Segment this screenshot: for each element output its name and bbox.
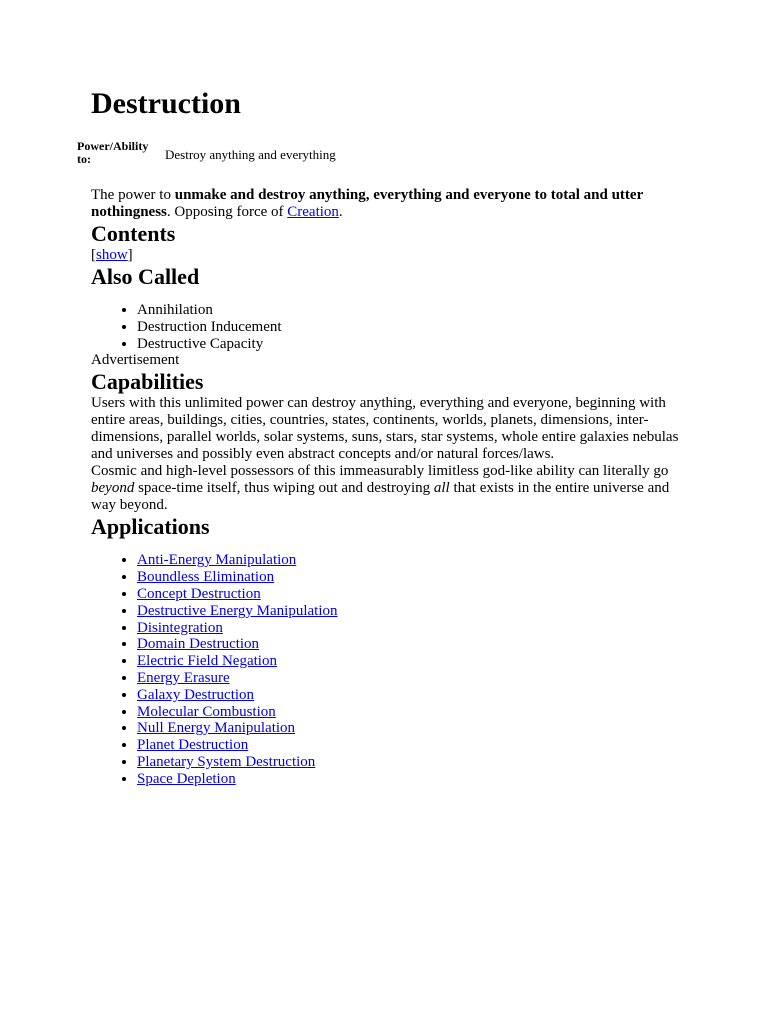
list-item: [137, 670, 691, 687]
applications-heading: Applications: [91, 514, 210, 540]
application-link[interactable]: Disintegration: [137, 619, 223, 636]
list-item: [137, 771, 691, 788]
application-link[interactable]: Domain Destruction: [137, 636, 260, 653]
application-link[interactable]: Energy Erasure: [137, 669, 230, 686]
contents-toggle-row: [91, 247, 691, 264]
intro-bold: unmake and destroy anything, everything and everyone to total and utter nothingness: [91, 187, 643, 220]
infobox-label: Power/Ability to:: [77, 139, 149, 166]
list-item: [137, 720, 691, 737]
intro-prefix: The power to: [91, 187, 175, 203]
intro-suffix: .: [338, 204, 343, 220]
application-link[interactable]: Molecular Combustion: [137, 703, 276, 720]
application-link[interactable]: Destructive Energy Manipulation: [137, 602, 338, 619]
list-item: [137, 586, 691, 603]
page-title: Destruction: [91, 87, 241, 120]
capabilities-heading: Capabilities: [91, 369, 204, 395]
intro-paragraph: [91, 187, 691, 221]
open-bracket: [: [91, 247, 96, 263]
list-item: [137, 569, 691, 586]
infobox-value: Destroy anything and everything: [165, 147, 336, 162]
capabilities-paragraph-1: Users with this unlimited power can destroy anything, everything and everyone, beginning with entire areas, buildings, cities, countries, states, continents, worlds, planets, dimensions, inter-dimensions, parallel worlds, solar systems, suns, stars, star systems, whole entire galaxies nebulas and universes and possibly even abstract concepts and/or natural forces/laws.: [91, 395, 679, 463]
show-contents-link[interactable]: show: [96, 247, 128, 263]
close-bracket: ]: [127, 247, 133, 263]
list-item: [137, 552, 691, 569]
list-item: [137, 620, 691, 637]
list-item: • Annihilation: [137, 302, 691, 319]
list-item: • Destructive Capacity: [137, 336, 691, 353]
list-item: • Destruction Inducement: [137, 319, 691, 336]
application-link[interactable]: Concept Destruction: [137, 585, 261, 602]
contents-heading: Contents: [91, 221, 176, 246]
list-item: [137, 704, 691, 721]
infobox: [77, 140, 336, 166]
list-item: [137, 603, 691, 620]
also-called-list: [91, 302, 691, 352]
para2-em1: beyond: [91, 480, 135, 497]
intro-middle: . Opposing force of: [166, 204, 288, 220]
application-link[interactable]: Electric Field Negation: [137, 653, 277, 670]
capabilities-paragraph-2: [91, 463, 691, 514]
application-link[interactable]: Planet Destruction: [137, 737, 249, 754]
creation-link[interactable]: Creation: [287, 204, 339, 220]
para2-part3: that exists in the entire universe and way beyond.: [91, 480, 670, 514]
applications-list: [91, 552, 691, 787]
application-link[interactable]: Space Depletion: [137, 770, 236, 787]
application-link[interactable]: Planetary System Destruction: [137, 753, 316, 770]
list-item: [137, 653, 691, 670]
list-item: [137, 754, 691, 771]
also-called-heading: Also Called: [91, 264, 200, 289]
application-link[interactable]: Boundless Elimination: [137, 569, 275, 586]
para2-part2: space-time itself, thus wiping out and destroying: [134, 480, 434, 497]
list-item: [137, 636, 691, 653]
para2-em2: all: [433, 480, 450, 497]
list-item: [137, 737, 691, 754]
advertisement-label: Advertisement: [91, 352, 180, 369]
application-link[interactable]: Galaxy Destruction: [137, 686, 255, 703]
article-content: [91, 187, 691, 788]
para2-part1: Cosmic and high-level possessors of this immeasurably limitless god-like ability can literally go: [91, 463, 669, 480]
application-link[interactable]: Anti-Energy Manipulation: [137, 552, 297, 569]
application-link[interactable]: Null Energy Manipulation: [137, 720, 296, 737]
list-item: [137, 687, 691, 704]
